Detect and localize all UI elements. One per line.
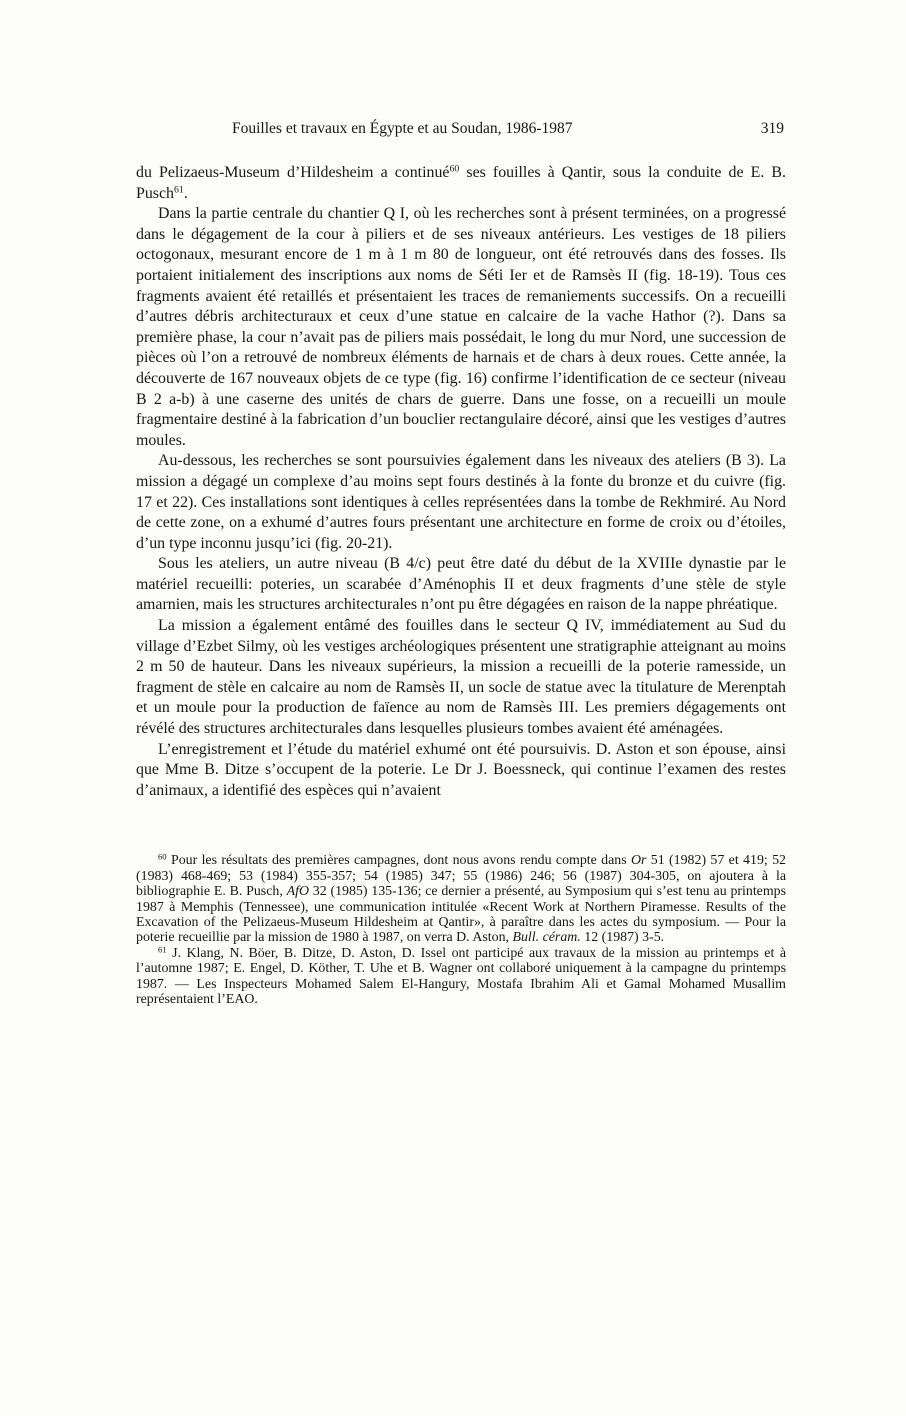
journal-abbrev: AfO bbox=[286, 884, 309, 900]
paragraph-3: Au-dessous, les recherches se sont poursuivies également dans les niveaux des ateliers (B 3). La mission a dégagé un complexe d’au moins sept fours destinés à la fonte du bronze et du cuivre (fig. 17 et 22). Ces installations sont identiques à celles représentées dans la tombe de Rekhmiré. Au Nord de cette zone, on a exhumé d’autres fours présentant une architecture en forme de croix ou d’étoiles, d’un type inconnu jusqu’ici (fig. 20-21). bbox=[136, 452, 786, 552]
running-head bbox=[136, 120, 786, 142]
journal-abbrev: Bull. céram. bbox=[512, 930, 581, 946]
text-span: ses fouilles à Qantir, sous la conduite de E. B. Pusch bbox=[136, 164, 786, 202]
page bbox=[136, 120, 786, 1007]
text-span: Pour les résultats des premières campagnes, dont nous avons rendu compte dans bbox=[166, 853, 631, 869]
footnote-ref-60: 60 bbox=[449, 163, 460, 175]
text-span: J. Klang, N. Böer, B. Ditze, D. Aston, D. Issel ont participé aux travaux de la mission au printemps et à l’automne 1987; E. Engel, D. Köther, T. Uhe et B. Wagner ont collaboré uniquement à la campagne du printemps 1987. — Les Inspecteurs Mohamed Salem El-Hangury, Mostafa Ibrahim Ali et Gamal Mohamed Musallim représentaient l’EAO. bbox=[136, 945, 786, 1008]
text-span: 12 (1987) 3-5. bbox=[580, 930, 665, 946]
text-span: . bbox=[183, 184, 188, 202]
footnotes bbox=[136, 853, 786, 1007]
text-span: 32 (1985) 135-136; ce dernier a présenté, au Symposium qui s’est tenu au printemps 1987 à Memphis (Tennessee), une communication intitulée «Recent Work at Northern Piramesse. Results of the Excavation of the Pelizaeus-Museum Hildesheim at Qantir», à paraître dans les actes du symposium. — Pour la poterie recueillie par la mission de 1980 à 1987, on verra D. Aston, bbox=[136, 884, 787, 946]
footnote-61 bbox=[136, 946, 786, 1008]
body-text bbox=[136, 163, 786, 801]
text-span: du Pelizaeus-Museum d’Hildesheim a continué bbox=[136, 164, 450, 181]
paragraph-5: La mission a également entâmé des fouilles dans le secteur Q IV, immédiatement au Sud du village d’Ezbet Silmy, où les vestiges archéologiques présentent une stratigraphie atteignant au moins 2 m 50 de hauteur. Dans les niveaux supérieurs, la mission a recueilli de la poterie ramesside, un fragment de stèle en calcaire au nom de Ramsès II, un socle de statue avec la titulature de Merenptah et un moule pour la production de faïence au nom de Ramsès III. Les premiers dégagements ont révélé des structures architecturales dans lesquelles plusieurs tombes avaient été aménagées. bbox=[136, 617, 786, 738]
paragraph-1 bbox=[136, 163, 786, 204]
running-title: Fouilles et travaux en Égypte et au Soudan, 1986-1987 bbox=[232, 120, 573, 137]
footnote-ref-61: 61 bbox=[173, 184, 184, 196]
paragraph-2: Dans la partie centrale du chantier Q I, où les recherches sont à présent terminées, on a progressé dans le dégagement de la cour à piliers et de ses niveaux antérieurs. Les vestiges de 18 piliers octogonaux, mesurant encore de 1 m à 1 m 80 de longueur, ont été retrouvés dans des fosses. Ils portaient initialement des inscriptions aux noms de Séti Ier et de Ramsès II (fig. 18-19). Tous ces fragments avaient été retaillés et présentaient les traces de remaniements successifs. On a recueilli d’autres débris architecturaux et ceux d’une statue en calcaire de la vache Hathor (?). Dans sa première phase, la cour n’avait pas de piliers mais possédait, le long du mur Nord, une succession de pièces où l’on a retrouvé de nombreux éléments de harnais et de chars à deux roues. Cette année, la découverte de 167 nouveaux objets de ce type (fig. 16) confirme l’identification de ce secteur (niveau B 2 a-b) à une caserne des unités de chars de guerre. Dans une fosse, on a recueilli un moule fragmentaire destiné à la fabrication d’un bouclier rectangulaire décoré, ainsi que les vestiges d’autres moules. bbox=[136, 205, 786, 449]
text-span: 51 (1982) 57 et 419; 52 (1983) 468-469; 53 (1984) 355-357; 54 (1985) 347; 55 (1986) 246; 56 (1987) 304-305, on ajoutera à la bibliographie E. B. Pusch, bbox=[136, 853, 787, 900]
paragraph-6: L’enregistrement et l’étude du matériel exhumé ont été poursuivis. D. Aston et son épouse, ainsi que Mme B. Ditze s’occupent de la poterie. Le Dr J. Boessneck, qui continue l’examen des restes d’animaux, a identifié des espèces qui n’avaient bbox=[136, 740, 786, 799]
footnote-number: 60 bbox=[158, 851, 167, 862]
page-number: 319 bbox=[760, 120, 784, 137]
journal-abbrev: Or bbox=[631, 853, 647, 869]
footnote-60 bbox=[136, 853, 786, 945]
footnote-number: 61 bbox=[158, 944, 167, 955]
paragraph-4: Sous les ateliers, un autre niveau (B 4/c) peut être daté du début de la XVIIIe dynastie par le matériel recueilli: poteries, un scarabée d’Aménophis II et deux fragments d’une stèle de style amarnien, mais les structures architecturales n’ont pu être dégagées en raison de la nappe phréatique. bbox=[136, 555, 786, 614]
